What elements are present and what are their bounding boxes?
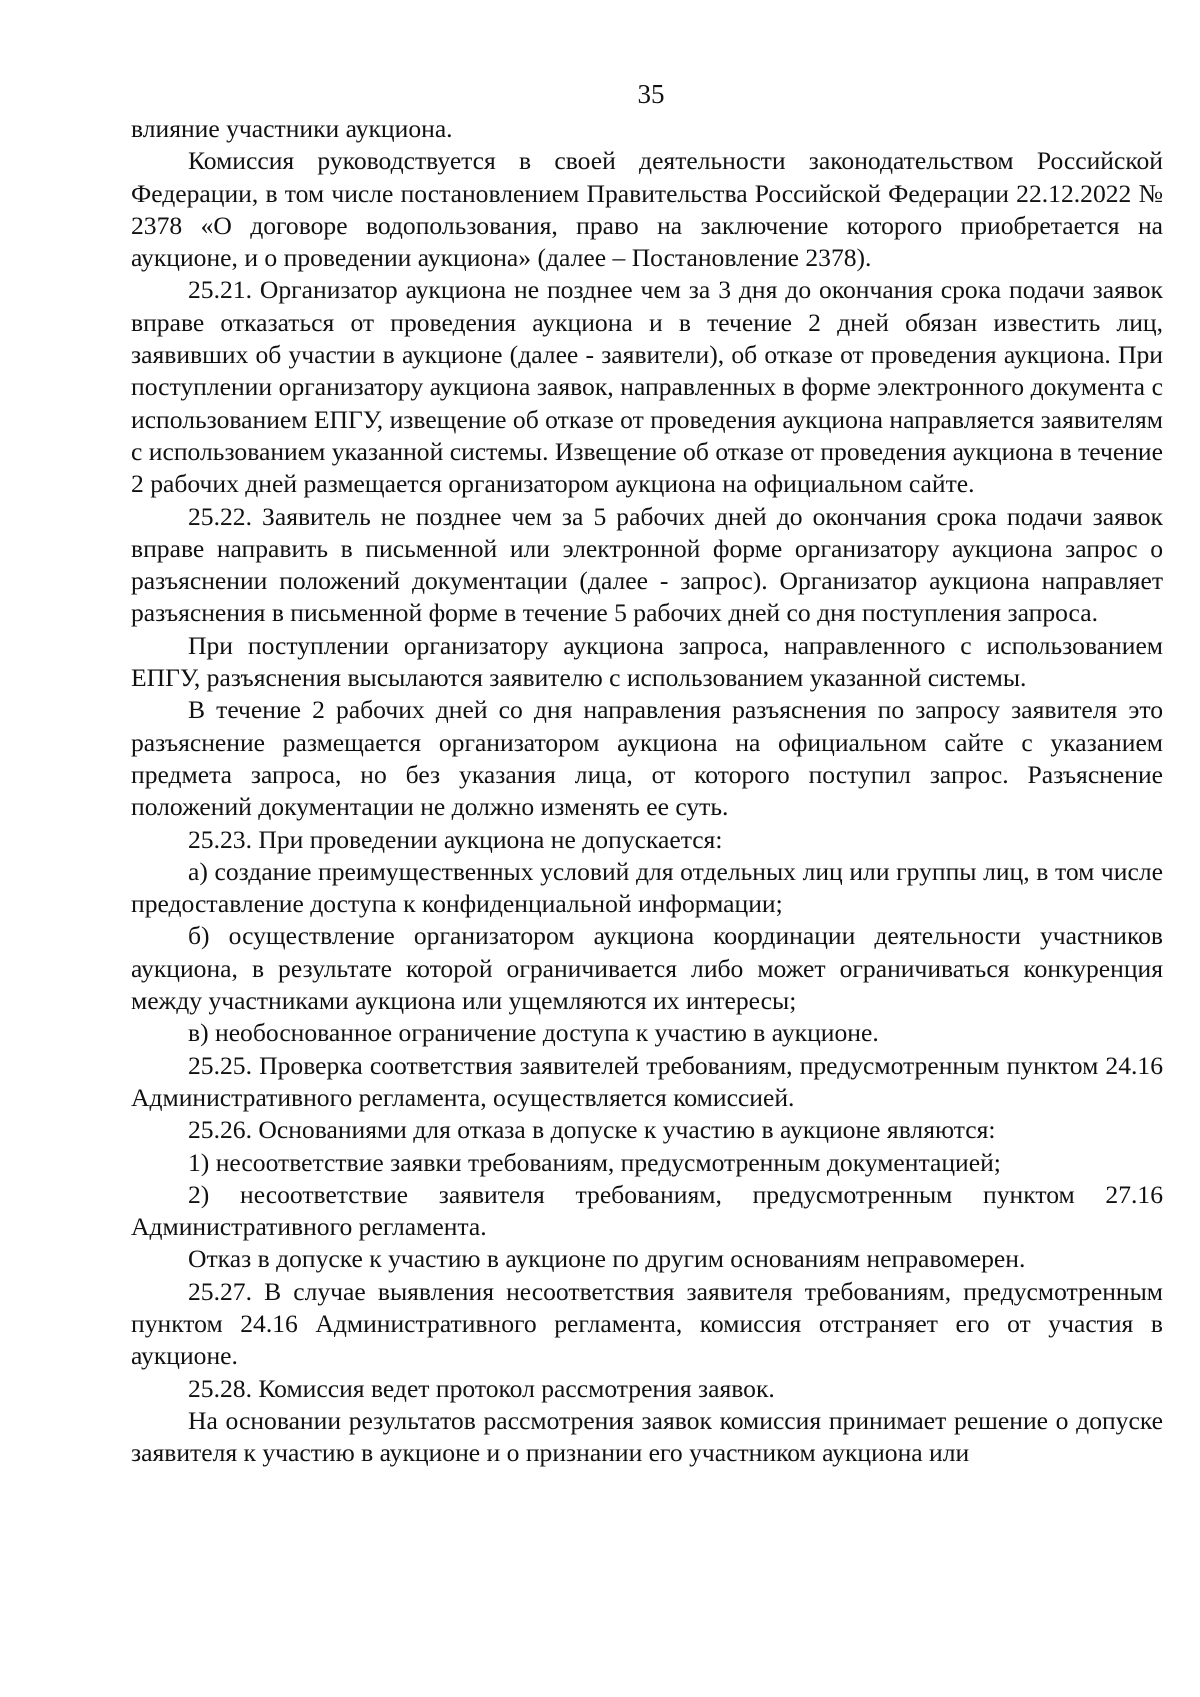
paragraph: 25.25. Проверка соответствия заявителей требованиям, предусмотренным пунктом 24.16 Административного регламента, осуществляется комиссией. <box>131 1050 1163 1112</box>
paragraph: В течение 2 рабочих дней со дня направления разъяснения по запросу заявителя это разъяснение размещается организатором аукциона на официальном сайте с указанием предмета запроса, но без указания лица, от которого поступил запрос. Разъяснение положений документации не должно изменять ее суть. <box>131 695 1163 822</box>
paragraph: в) необоснованное ограничение доступа к участию в аукционе. <box>188 1018 879 1048</box>
document-body <box>131 113 1163 1469</box>
paragraph: 25.23. При проведении аукциона не допускается: <box>188 824 723 854</box>
paragraph: 2) несоответствие заявителя требованиям, предусмотренным пунктом 27.16 Административного регламента. <box>131 1179 1163 1242</box>
paragraph: Отказ в допуске к участию в аукционе по другим основаниям неправомерен. <box>188 1244 1026 1274</box>
paragraph: а) создание преимущественных условий для отдельных лиц или группы лиц, в том числе предоставление доступа к конфиденциальной информации; <box>131 856 1163 919</box>
paragraph: 25.28. Комиссия ведет протокол рассмотрения заявок. <box>188 1373 775 1403</box>
paragraph: 25.27. В случае выявления несоответствия заявителя требованиям, предусмотренным пунктом 24.16 Административного регламента, комиссия отстраняет его от участия в аукционе. <box>131 1276 1163 1371</box>
paragraph: На основании результатов рассмотрения заявок комиссия принимает решение о допуске заявителя к участию в аукционе и о признании его участником аукциона или <box>131 1405 1163 1468</box>
paragraph: б) осуществление организатором аукциона координации деятельности участников аукциона, в результате которой ограничивается либо может ограничиваться конкуренция между участниками аукциона или ущемляются их интересы; <box>131 921 1163 1016</box>
page-number: 35 <box>637 79 665 109</box>
paragraph: 1) несоответствие заявки требованиям, предусмотренным документацией; <box>188 1147 1001 1177</box>
paragraph: При поступлении организатору аукциона запроса, направленного с использованием ЕПГУ, разъяснения высылаются заявителю с использованием указанной системы. <box>131 630 1163 693</box>
paragraph: 25.26. Основаниями для отказа в допуске к участию в аукционе являются: <box>188 1115 996 1145</box>
paragraph: Комиссия руководствуется в своей деятельности законодательством Российской Федерации, в том числе постановлением Правительства Российской Федерации 22.12.2022 № 2378 «О договоре водопользования, право на заключение которого приобретается на аукционе, и о проведении аукциона» (далее – Постановление 2378). <box>131 146 1163 273</box>
paragraph: 25.21. Организатор аукциона не позднее чем за 3 дня до окончания срока подачи заявок вправе отказаться от проведения аукциона и в течение 2 дней обязан известить лиц, заявивших об участии в аукционе (далее - заявители), об отказе от проведения аукциона. При поступлении организатору аукциона заявок, направленных в форме электронного документа с использованием ЕПГУ, извещение об отказе от проведения аукциона направляется заявителям с использованием указанной системы. Извещение об отказе от проведения аукциона в течение 2 рабочих дней размещается организатором аукциона на официальном сайте. <box>131 275 1163 499</box>
paragraph: влияние участники аукциона. <box>131 114 453 143</box>
document-page <box>131 78 1163 1469</box>
paragraph: 25.22. Заявитель не позднее чем за 5 рабочих дней до окончания срока подачи заявок вправе направить в письменной или электронной форме организатору аукциона запрос о разъяснении положений документации (далее - запрос). Организатор аукциона направляет разъяснения в письменной форме в течение 5 рабочих дней со дня поступления запроса. <box>131 501 1163 628</box>
